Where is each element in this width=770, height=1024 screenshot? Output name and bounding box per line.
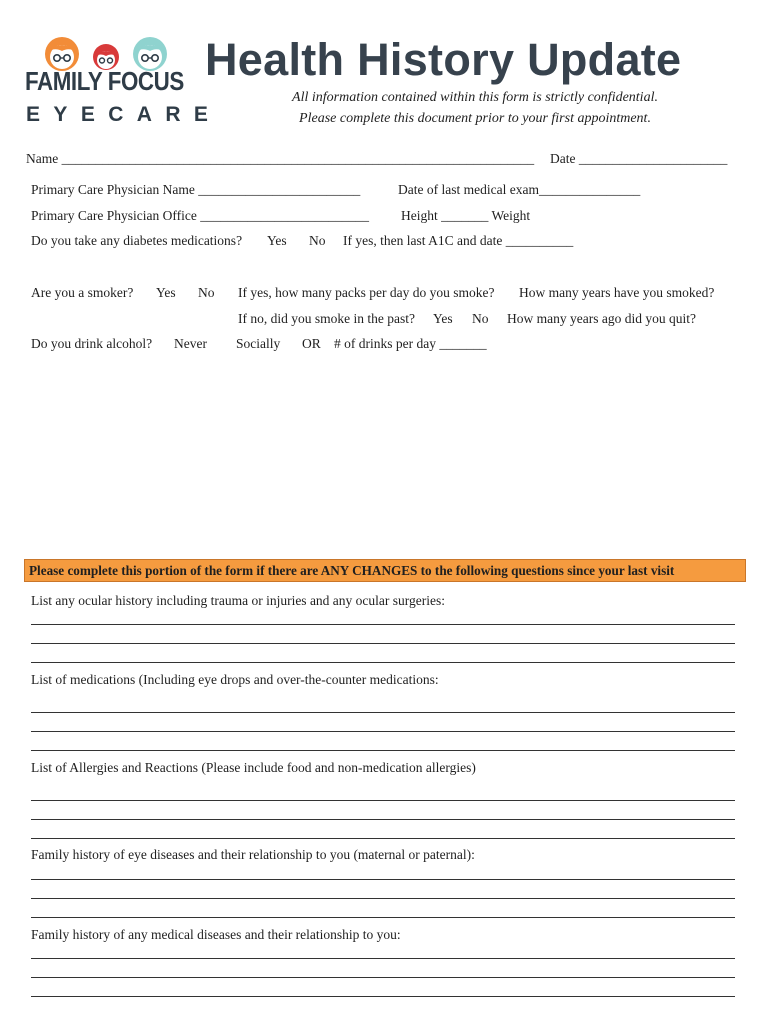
years-smoked-question[interactable]: How many years have you smoked? (519, 285, 715, 300)
height-weight-field[interactable]: Height _______ Weight (401, 208, 531, 223)
allergies-line[interactable] (31, 819, 735, 820)
ocular-history-line[interactable] (31, 662, 735, 663)
family-eye-history-line[interactable] (31, 879, 735, 880)
family-medical-history-label: Family history of any medical diseases and their relationship to you: (31, 927, 401, 942)
family-eye-history-label: Family history of eye diseases and their relationship to you (maternal or paternal): (31, 847, 475, 862)
medications-label: List of medications (Including eye drops and over-the-counter medications: (31, 672, 439, 687)
past-smoke-no-option[interactable]: No (472, 311, 489, 326)
diabetes-no-option[interactable]: No (309, 233, 326, 248)
medications-line[interactable] (31, 750, 735, 751)
page-title: Health History Update (205, 34, 682, 85)
confidential-note: All information contained within this form is strictly confidential. (292, 90, 658, 105)
date-field[interactable]: Date ______________________ (550, 151, 728, 166)
medications-line[interactable] (31, 731, 735, 732)
alcohol-never-option[interactable]: Never (174, 336, 207, 351)
pcp-name-field[interactable]: Primary Care Physician Name ________________________ (31, 182, 361, 197)
pcp-office-field[interactable]: Primary Care Physician Office _________________________ (31, 208, 369, 223)
drinks-per-day-field[interactable]: # of drinks per day _______ (334, 336, 487, 351)
logo-text-family-focus: FAMILY FOCUS (25, 66, 184, 96)
changes-banner (24, 559, 746, 582)
medications-line[interactable] (31, 712, 735, 713)
alcohol-question: Do you drink alcohol? (31, 336, 153, 351)
changes-banner-text: Please complete this portion of the form if there are ANY CHANGES to the following questions since your last visit (29, 563, 675, 578)
family-medical-history-line[interactable] (31, 996, 735, 997)
instructions-note: Please complete this document prior to your first appointment. (299, 111, 651, 126)
family-medical-history-line[interactable] (31, 977, 735, 978)
last-exam-field[interactable]: Date of last medical exam_______________ (398, 182, 641, 197)
years-quit-question[interactable]: How many years ago did you quit? (507, 311, 696, 326)
alcohol-socially-option[interactable]: Socially (236, 336, 281, 351)
logo-text-eyecare: EYECARE (26, 103, 222, 126)
smoker-no-option[interactable]: No (198, 285, 215, 300)
diabetes-yes-option[interactable]: Yes (267, 233, 287, 248)
smoker-yes-option[interactable]: Yes (156, 285, 176, 300)
family-medical-history-line[interactable] (31, 958, 735, 959)
ocular-history-line[interactable] (31, 643, 735, 644)
family-eye-history-line[interactable] (31, 898, 735, 899)
alcohol-or-label: OR (302, 336, 321, 351)
name-field[interactable]: Name ______________________________________________________________________ (26, 151, 535, 166)
smoker-question: Are you a smoker? (31, 285, 134, 300)
allergies-line[interactable] (31, 800, 735, 801)
allergies-label: List of Allergies and Reactions (Please include food and non-medication allergies) (31, 760, 476, 775)
a1c-field[interactable]: If yes, then last A1C and date __________ (343, 233, 574, 248)
ocular-history-label: List any ocular history including trauma or injuries and any ocular surgeries: (31, 593, 446, 608)
family-eye-history-line[interactable] (31, 917, 735, 918)
ocular-history-line[interactable] (31, 624, 735, 625)
past-smoke-yes-option[interactable]: Yes (433, 311, 453, 326)
allergies-line[interactable] (31, 838, 735, 839)
past-smoke-question: If no, did you smoke in the past? (238, 311, 415, 326)
diabetes-question: Do you take any diabetes medications? (31, 233, 243, 248)
packs-per-day-question[interactable]: If yes, how many packs per day do you smoke? (238, 285, 495, 300)
